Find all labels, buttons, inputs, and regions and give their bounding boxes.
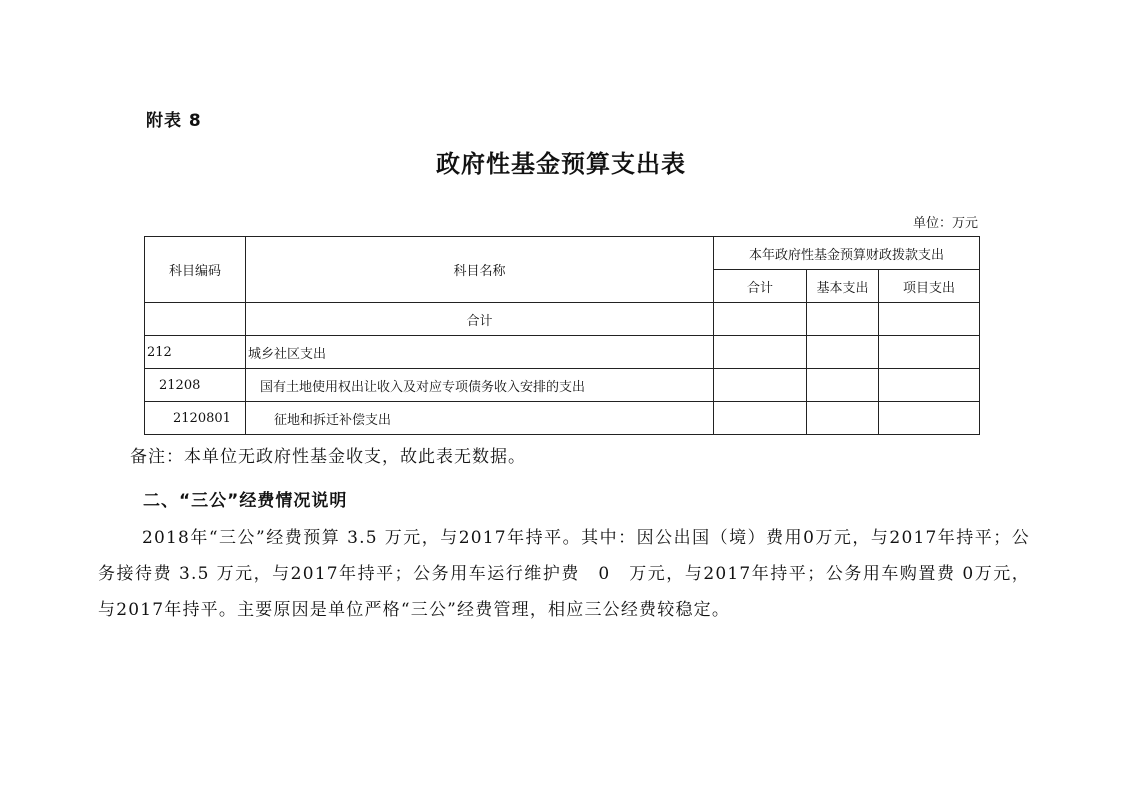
row-total (714, 402, 807, 435)
section-paragraph: 2018年“三公”经费预算 3.5 万元，与2017年持平。其中：因公出国（境）费用0万元，与2017年持平；公务接待费 3.5 万元，与2017年持平；公务用车运行维护费 0 万元，与2017年持平；公务用车购置费 0万元，与2017年持平。主要原因是单位严格“三公”经费管理，相应三公经费较稳定。 (98, 528, 1030, 620)
row-total (714, 336, 807, 369)
row-code: 21208 (145, 369, 246, 402)
table-row (145, 369, 980, 402)
row-code: 212 (145, 336, 246, 369)
row-total (714, 369, 807, 402)
table-row (145, 336, 980, 369)
header-total: 合计 (714, 270, 807, 303)
page-title: 政府性基金预算支出表 (436, 149, 686, 178)
header-basic: 基本支出 (807, 270, 879, 303)
row-name: 城乡社区支出 (246, 336, 714, 369)
row-basic (807, 369, 879, 402)
row-project (879, 336, 980, 369)
row-basic (807, 402, 879, 435)
table-note: 备注：本单位无政府性基金收支，故此表无数据。 (130, 447, 526, 467)
table-header-row (145, 237, 980, 270)
row-project (879, 369, 980, 402)
row-basic (807, 336, 879, 369)
total-project-cell (879, 303, 980, 336)
fund-budget-table (144, 236, 980, 435)
row-name: 国有土地使用权出让收入及对应专项债务收入安排的支出 (246, 369, 714, 402)
attachment-label: 附表 8 (146, 111, 202, 131)
section-heading: 二、“三公”经费情况说明 (143, 491, 348, 511)
table-row (145, 402, 980, 435)
total-total-cell (714, 303, 807, 336)
header-group: 本年政府性基金预算财政拨款支出 (714, 237, 980, 270)
unit-label: 单位：万元 (912, 216, 978, 231)
total-basic-cell (807, 303, 879, 336)
header-code: 科目编码 (145, 237, 246, 303)
total-label: 合计 (246, 303, 714, 336)
row-code: 2120801 (145, 402, 246, 435)
header-project: 项目支出 (879, 270, 980, 303)
table-total-row (145, 303, 980, 336)
row-project (879, 402, 980, 435)
header-name: 科目名称 (246, 237, 714, 303)
total-code-cell (145, 303, 246, 336)
row-name: 征地和拆迁补偿支出 (246, 402, 714, 435)
